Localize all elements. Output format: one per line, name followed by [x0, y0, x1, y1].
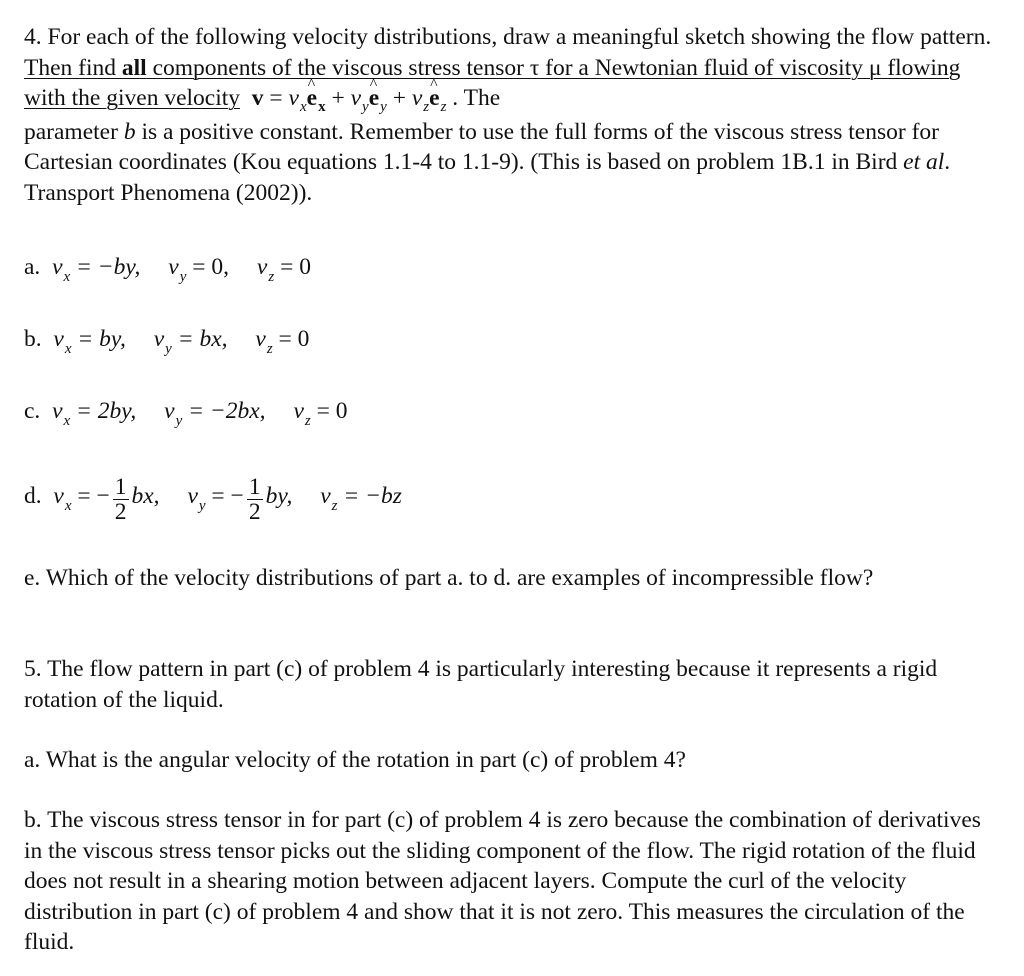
part-b-equation: b. $v_x$ = by, $v_y$ = bx, $v_z = 0$ [24, 326, 310, 357]
velocity-vector: $v = v_x\^{}$ $e_x$ + $v_y\^{}$ $e_y$ + $v_z\^{}$ $e_z$ . [246, 85, 458, 111]
problem-5a-question: a. What is the angular velocity of the rotation in part (c) of problem 4? [24, 747, 686, 773]
problem-5-intro: 5. The flow pattern in part (c) of problem 4 is particularly interesting because it represents a rigid rotation of the liquid. [24, 656, 938, 713]
underlined-instruction: Then find all components of the viscous stress tensor τ for a Newtonian fluid of viscosity μ flowing with the given velocity [24, 54, 961, 111]
fraction-one-half: $\frac{1}{2}$ [248, 474, 261, 526]
part-a-equation: a. $v_x = -by$, $v_y = 0$, $v_z = 0$ [24, 254, 311, 285]
problem-5b-question: b. The viscous stress tensor in for part (c) of problem 4 is zero because the combination of derivatives in the viscous stress tensor picks out the sliding component of the flow. The rigid rotation of the fluid does not result in a shearing motion between adjacent layers. Compute the curl of the velocity distribution in part (c) of problem 4 and show that it is not zero. This measures the circulation of the fluid. [24, 807, 981, 955]
part-c-equation: c. $v_x = 2by$, $v_y = -2bx$, $v_z = 0$ [24, 398, 348, 429]
problem-4-intro: 4. For each of the following velocity distributions, draw a meaningful sketch showing the flow pattern. Then find all components of the viscous stress tensor τ for a Newtonian fluid of viscosity μ flowing with the given velocity $v = v_x\^{}$ $e_x$ + $v_y\^{}$ $e_y$ + $v_z\^{}$ $e_z$ . The parameter b is a positive constant. Remember to use the full forms of the viscous stress tensor for Cartesian coordinates (Kou equations 1.1-4 to 1.1-9). (This is based on problem 1B.1 in Bird et al. Transport Phenomena (2002)). [24, 22, 1004, 208]
part-d-equation: d. $v_x$ = − $\frac{1}{2}$ bx, $v_y$ = − $\frac{1}{2}$ by, $v_z = -bz$ [24, 474, 402, 526]
part-e-question: e. Which of the velocity distributions of part a. to d. are examples of incompressible flow? [24, 565, 874, 591]
fraction-one-half: $\frac{1}{2}$ [114, 474, 127, 526]
